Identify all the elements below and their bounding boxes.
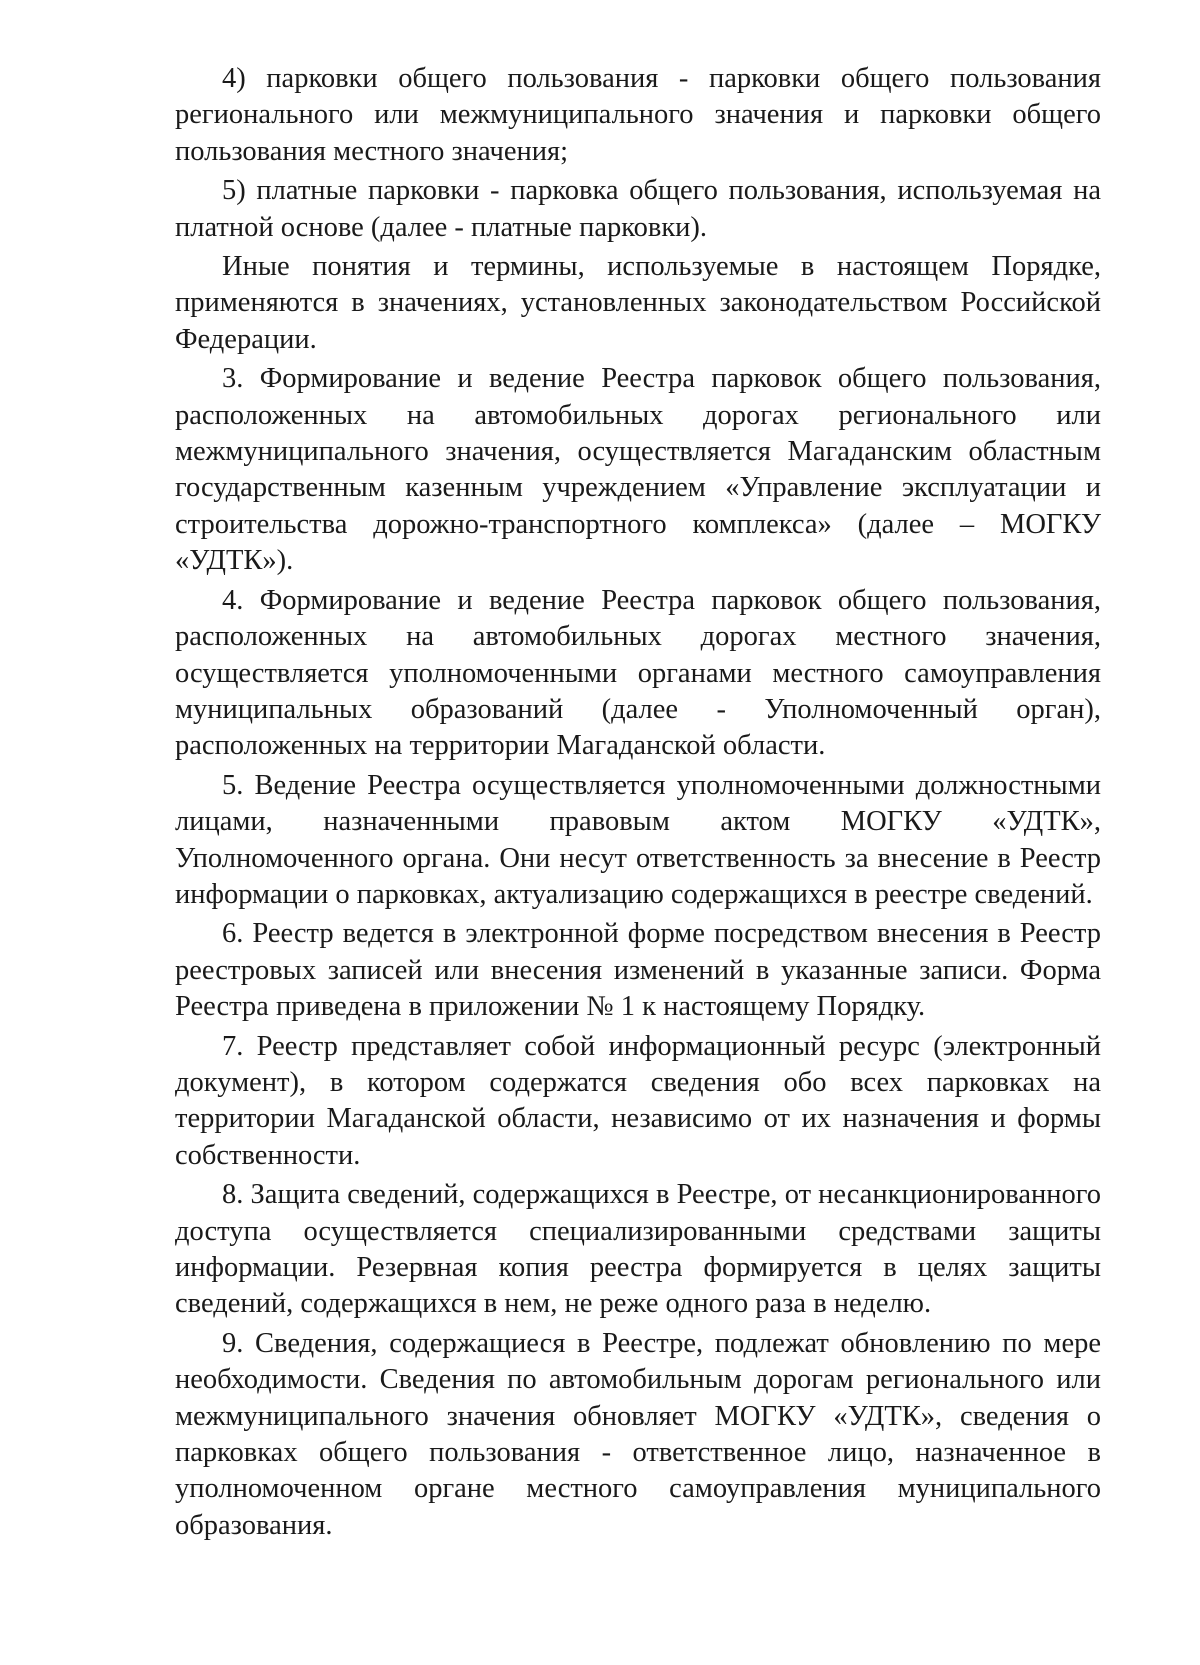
paragraph-clause-6: 6. Реестр ведется в электронной форме посредством внесения в Реестр реестровых записей или внесения изменений в указанные записи. Форма Реестра приведена в приложении № 1 к настоящему Порядку. [175, 918, 1101, 1023]
paragraph-clause-7: 7. Реестр представляет собой информационный ресурс (электронный документ), в котором содержатся сведения обо всех парковках на территории Магаданской области, независимо от их назначения и формы собственности. [175, 1030, 1101, 1171]
paragraph-clause-3: 3. Формирование и ведение Реестра парковок общего пользования, расположенных на автомобильных дорогах регионального или межмуниципального значения, осуществляется Магаданским областным государственным казенным учреждением «Управление эксплуатации и строительства дорожно-транспортного комплекса» (далее – МОГКУ «УДТК»). [175, 363, 1101, 577]
paragraph-clause-9: 9. Сведения, содержащиеся в Реестре, подлежат обновлению по мере необходимости. Сведения по автомобильным дорогам регионального или межмуниципального значения обновляет МОГКУ «УДТК», сведения о парковках общего пользования - ответственное лицо, назначенное в уполномоченном органе местного самоуправления муниципального образования. [175, 1327, 1101, 1541]
paragraph-clause-5: 5. Ведение Реестра осуществляется уполномоченными должностными лицами, назначенными правовым актом МОГКУ «УДТК», Уполномоченного органа. Они несут ответственность за внесение в Реестр информации о парковках, актуализацию содержащихся в реестре сведений. [175, 769, 1101, 910]
paragraph-item-5: 5) платные парковки - парковка общего пользования, используемая на платной основе (далее - платные парковки). [175, 175, 1101, 243]
paragraph-item-4: 4) парковки общего пользования - парковки общего пользования регионального или межмуниципального значения и парковки общего пользования местного значения; [175, 63, 1101, 167]
paragraph-clause-4: 4. Формирование и ведение Реестра парковок общего пользования, расположенных на автомобильных дорогах местного значения, осуществляется уполномоченными органами местного самоуправления муниципальных образований (далее - Уполномоченный орган), расположенных на территории Магаданской области. [175, 584, 1101, 762]
paragraph-clause-8: 8. Защита сведений, содержащихся в Реестре, от несанкционированного доступа осуществляется специализированными средствами защиты информации. Резервная копия реестра формируется в целях защиты сведений, содержащихся в нем, не реже одного раза в неделю. [175, 1179, 1101, 1320]
document-body [175, 61, 1101, 1544]
paragraph-other-terms: Иные понятия и термины, используемые в настоящем Порядке, применяются в значениях, установленных законодательством Российской Федерации. [175, 251, 1101, 355]
